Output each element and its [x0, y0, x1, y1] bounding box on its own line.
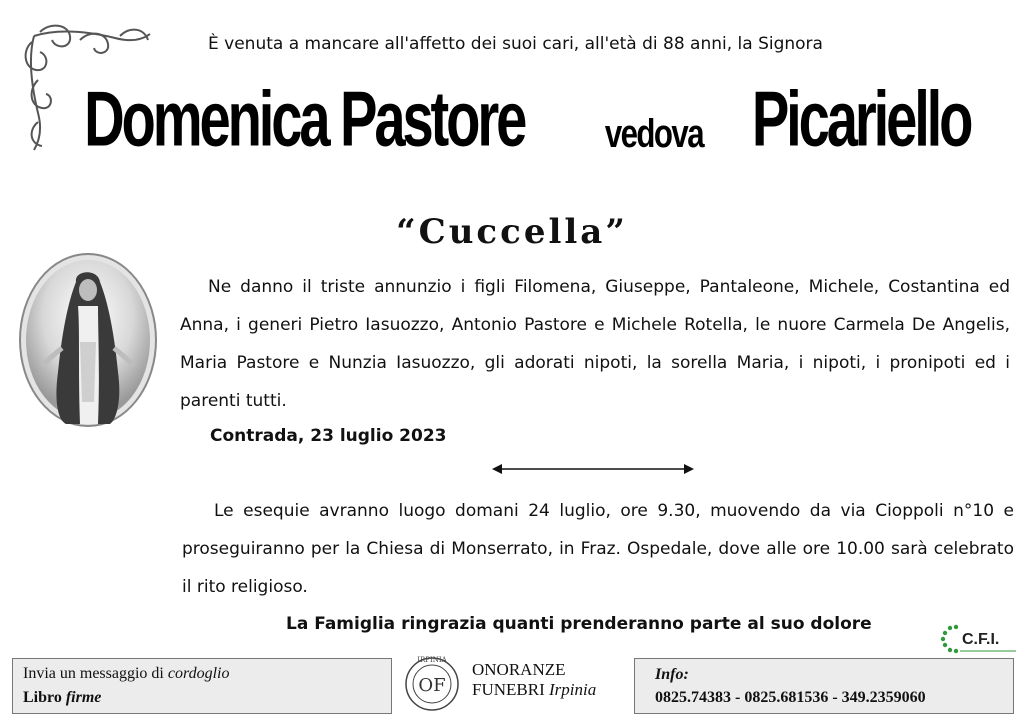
brand-line2: [472, 680, 596, 700]
condolence-link[interactable]: [23, 665, 230, 683]
funeral-home-logo-icon: [404, 650, 460, 714]
condolence-prefix: Invia un messaggio di: [23, 665, 168, 682]
brand-line1: ONORANZE: [472, 660, 566, 679]
brand-line2-prefix: FUNEBRI: [472, 680, 549, 699]
guestbook-italic: firme: [65, 689, 102, 706]
place-date: Contrada, 23 luglio 2023: [210, 426, 447, 446]
nickname: “Cuccella”: [396, 212, 628, 252]
double-arrow-icon: [492, 462, 694, 476]
name-last: Picariello: [752, 76, 971, 163]
logo-top-text: IRPINIA: [417, 656, 447, 664]
condolence-italic: cordoglio: [167, 665, 230, 682]
madonna-image: [18, 252, 158, 428]
info-phones[interactable]: 0825.74383 - 0825.681536 - 349.2359060: [655, 689, 926, 706]
cfi-label: C.F.I.: [962, 631, 1000, 648]
condolence-box[interactable]: [12, 658, 392, 714]
name-middle: vedova: [604, 112, 704, 156]
thanks-text: La Famiglia ringrazia quanti prenderanno parte al suo dolore: [286, 614, 872, 634]
guestbook-link[interactable]: [23, 689, 101, 707]
logo-monogram: OF: [418, 675, 446, 696]
name-first: Domenica Pastore: [84, 76, 525, 163]
info-label: Info:: [655, 666, 689, 683]
cfi-logo: [940, 618, 1018, 658]
brand-name: [472, 660, 596, 700]
info-box: [634, 658, 1014, 714]
guestbook-prefix: Libro: [23, 689, 66, 706]
announcement-text: [180, 268, 1010, 420]
deceased-name: [0, 76, 1024, 164]
announcement-paragraph: Ne danno il triste annunzio i figli Filomena, Giuseppe, Pantaleone, Michele, Costantina ed Anna, i generi Pietro Iasuozzo, Antonio Pastore e Michele Rotella, le nuore Carmela De Angelis, Maria Pastore e Nunzia Iasuozzo, gli adorati nipoti, la sorella Maria, i nipoti, i pronipoti ed i parenti tutti.: [180, 277, 1010, 411]
brand-line2-italic: Irpinia: [548, 680, 597, 699]
intro-text: È venuta a mancare all'affetto dei suoi cari, all'età di 88 anni, la Signora: [208, 34, 823, 54]
funeral-details: Le esequie avranno luogo domani 24 luglio, ore 9.30, muovendo da via Cioppoli n°10 e proseguiranno per la Chiesa di Monserrato, in Fraz. Ospedale, dove alle ore 10.00 sarà celebrato il rito religioso.: [182, 501, 1014, 597]
